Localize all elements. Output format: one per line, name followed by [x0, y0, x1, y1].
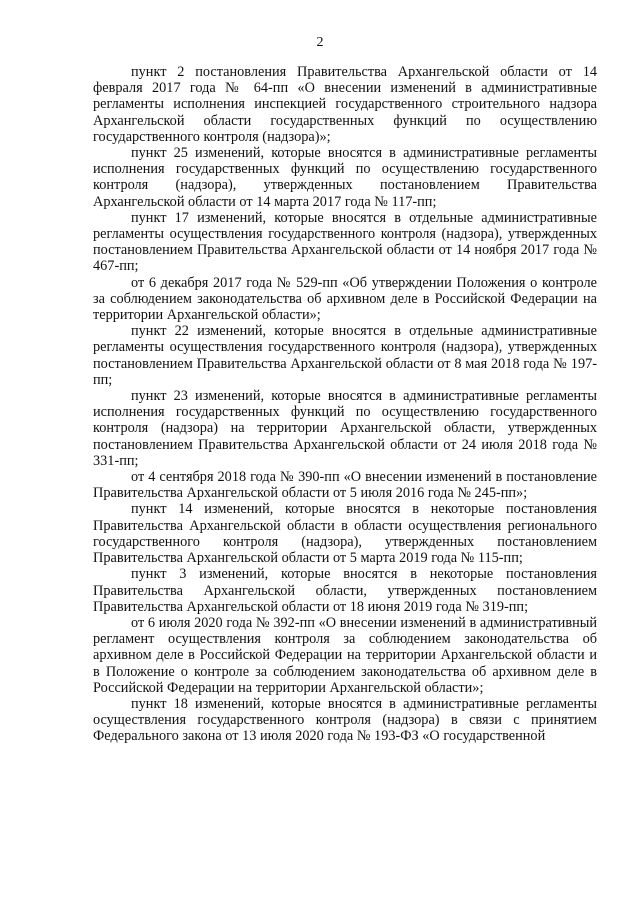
paragraph-point-22-resolution-197pp: пункт 22 изменений, которые вносятся в отдельные административные регламенты осуществления государственного контроля (надзора), утвержденных постановлением Правительства Архангельской области от 8 мая 2018 года № 197-пп; [93, 323, 597, 388]
paragraph-point-18-federal-law-193fz: пункт 18 изменений, которые вносятся в административные регламенты осуществления государственного контроля (надзора) в связи с принятием Федерального закона от 13 июля 2020 года № 193-ФЗ «О государственной [93, 695, 597, 745]
paragraph-point-17-resolution-467pp: пункт 17 изменений, которые вносятся в отдельные административные регламенты осуществления государственного контроля (надзора), утвержденных постановлением Правительства Архангельской области от 14 ноября 2017 года № 467-пп; [93, 209, 597, 275]
paragraph-point-3-resolution-319pp: пункт 3 изменений, которые вносятся в некоторые постановления Правительства Архангельской области, утвержденных постановлением Правительства Архангельской области от 18 июня 2019 года № 319-пп; [93, 566, 597, 615]
page-number: 2 [316, 35, 324, 50]
paragraph-resolution-390pp: от 4 сентября 2018 года № 390-пп «О внесении изменений в постановление Правительства Архангельской области от 5 июля 2016 года № 245-пп»; [93, 469, 597, 502]
paragraph-resolution-392pp: от 6 июля 2020 года № 392-пп «О внесении изменений в административный регламент осуществления контроля за соблюдением законодательства об архивном деле в Российской Федерации на территории Архангельской области и в Положение о контроле за соблюдением законодательства об архивном деле в Российской Федерации на территории Архангельской области»; [93, 614, 597, 696]
paragraph-point-2-resolution-64pp: пункт 2 постановления Правительства Архангельской области от 14 февраля 2017 года № 64-пп «О внесении изменений в административные регламенты исполнения инспекцией государственного строительного надзора Архангельской области государственных функций по осуществлению государственного контроля (надзора)»; [93, 64, 597, 145]
paragraph-resolution-529pp: от 6 декабря 2017 года № 529-пп «Об утверждении Положения о контроле за соблюдением законодательства об архивном деле в Российской Федерации на территории Архангельской области»; [93, 274, 597, 324]
paragraph-point-23-resolution-331pp: пункт 23 изменений, которые вносятся в административные регламенты исполнения государственных функций по осуществлению государственного контроля (надзора) на территории Архангельской области, утвержденных постановлением Правительства Архангельской области от 24 июля 2018 года № 331-пп; [93, 388, 597, 469]
document-body [93, 64, 597, 745]
paragraph-point-25-resolution-117pp: пункт 25 изменений, которые вносятся в административные регламенты исполнения государственных функций по осуществлению государственного контроля (надзора), утвержденных постановлением Правительства Архангельской области от 14 марта 2017 года № 117-пп; [93, 145, 597, 210]
paragraph-point-14-resolution-115pp: пункт 14 изменений, которые вносятся в некоторые постановления Правительства Архангельской области в области осуществления регионального государственного контроля (надзора), утвержденных постановлением Правительства Архангельской области от 5 марта 2019 года № 115-пп; [93, 501, 597, 567]
